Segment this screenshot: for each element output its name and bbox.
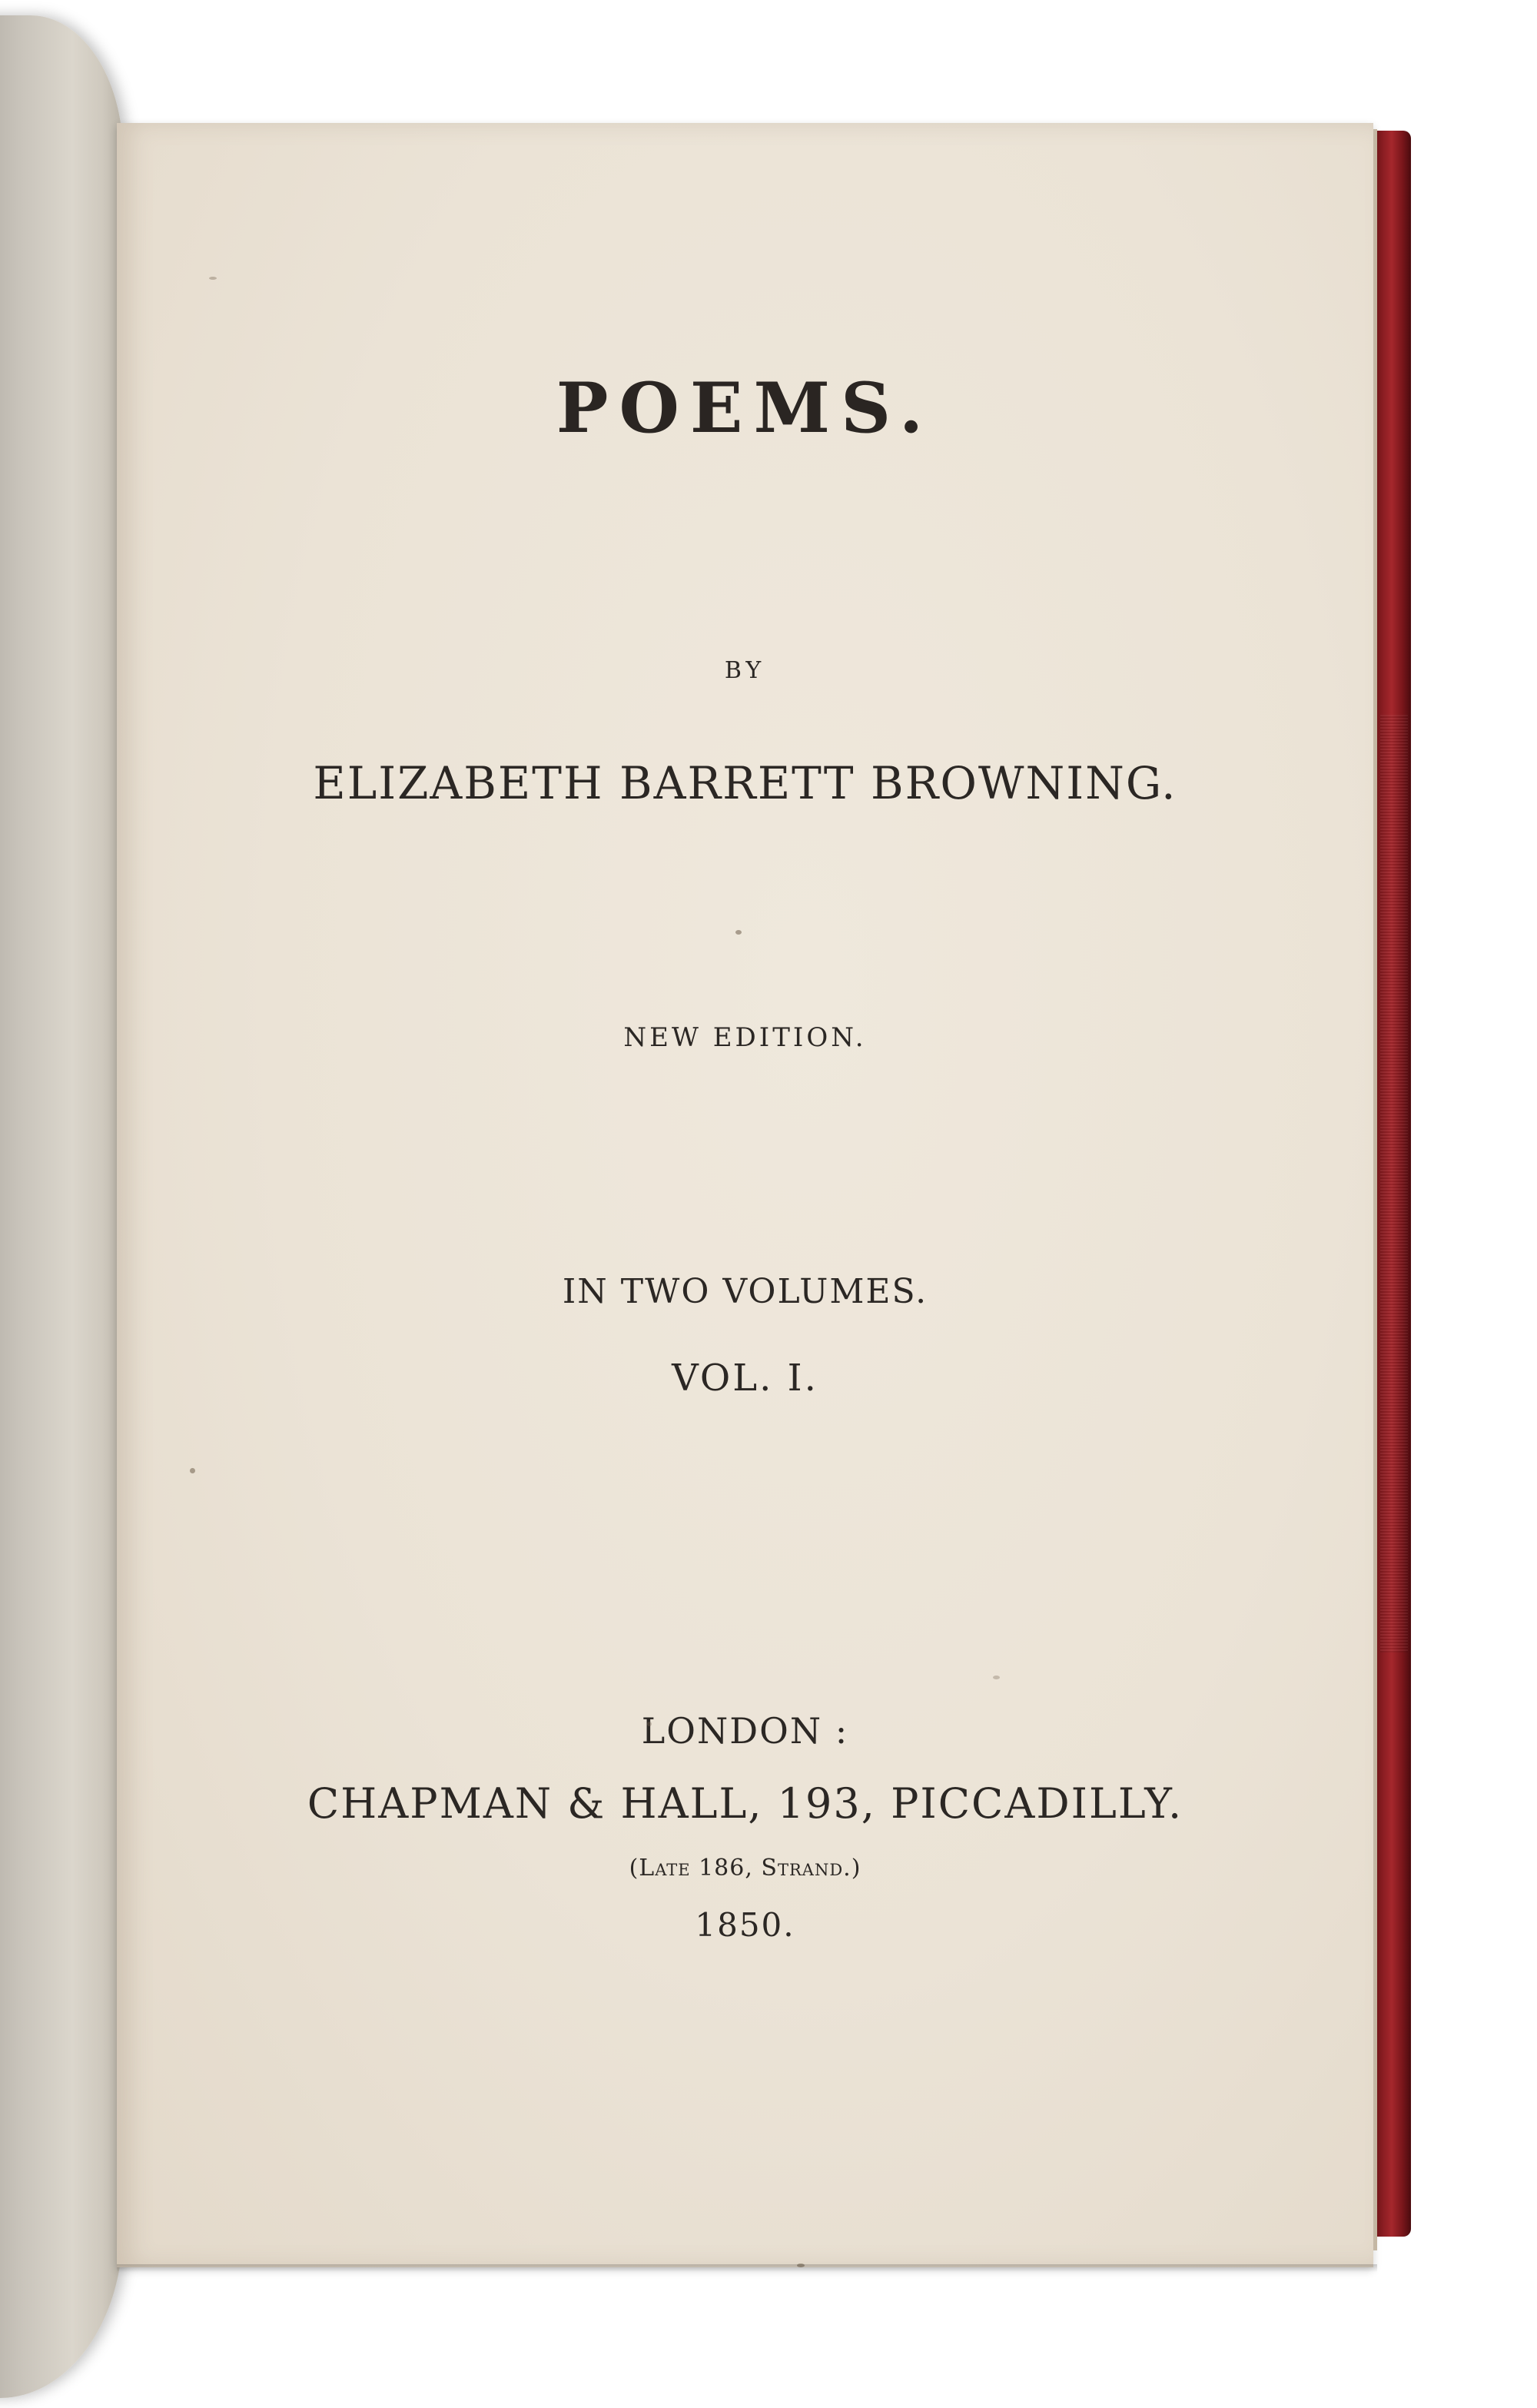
foxing-spot	[993, 1676, 1000, 1679]
binding-texture	[1380, 715, 1408, 1652]
publication-place: LONDON :	[641, 1710, 849, 1752]
by-line: BY	[724, 657, 766, 684]
foxing-spot	[190, 1468, 195, 1473]
publication-year: 1850.	[695, 1906, 795, 1944]
publisher-line: CHAPMAN & HALL, 193, PICCADILLY.	[307, 1779, 1183, 1828]
foxing-spot	[647, 1722, 652, 1726]
former-address: (Late 186, Strand.)	[629, 1855, 861, 1882]
book-title: POEMS.	[556, 367, 934, 449]
left-page-curl	[0, 15, 123, 2398]
foxing-spot	[735, 930, 742, 935]
foxing-spot	[209, 277, 217, 280]
volumes-label: IN TWO VOLUMES.	[562, 1272, 928, 1311]
page-shadow	[117, 2264, 1377, 2272]
edition-label: NEW EDITION.	[623, 1022, 867, 1053]
volume-number: VOL. I.	[672, 1357, 818, 1400]
author-name: ELIZABETH BARRETT BROWNING.	[313, 757, 1177, 809]
title-page	[117, 123, 1373, 2267]
